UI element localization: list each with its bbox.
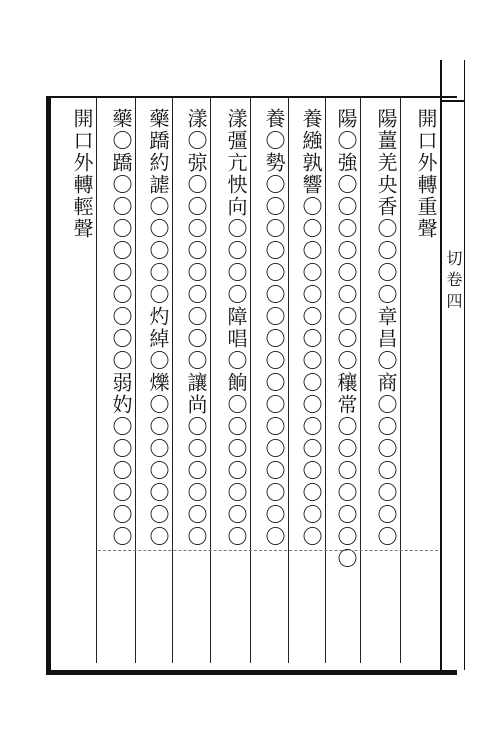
column-footer-heading: 開口外轉輕聲 [70, 108, 94, 240]
column-7: 藥蹻約謔〇〇〇〇〇灼綽〇爍〇〇〇〇〇〇〇 [135, 98, 172, 663]
column-3: 養繈孰響〇〇〇〇〇〇〇〇〇〇〇〇〇〇〇〇 [288, 98, 325, 663]
column-5: 漾彊亢怏向〇〇〇〇障唱〇餉〇〇〇〇〇〇〇 [210, 98, 250, 663]
column-6: 漾〇弶〇〇〇〇〇〇〇〇〇讓尚〇〇〇〇〇〇 [172, 98, 210, 663]
binding-strip [440, 60, 465, 670]
binding-strip-top [440, 60, 464, 102]
binding-edge-text: 切 卷 四 [444, 250, 463, 309]
row-divider [98, 550, 438, 551]
column-1: 陽薑羌央香〇〇〇〇章昌〇商〇〇〇〇〇〇〇 [360, 98, 400, 663]
column-8: 藥〇蹻〇〇〇〇〇〇〇〇〇弱妁〇〇〇〇〇〇 [96, 98, 135, 663]
column-4: 養〇勢〇〇〇〇〇〇〇〇〇〇〇〇〇〇〇〇〇 [250, 98, 288, 663]
column-2: 陽〇強〇〇〇〇〇〇〇〇〇穰常〇〇〇〇〇〇〇 [325, 98, 360, 663]
column-heading: 開口外轉重聲 [400, 98, 440, 663]
